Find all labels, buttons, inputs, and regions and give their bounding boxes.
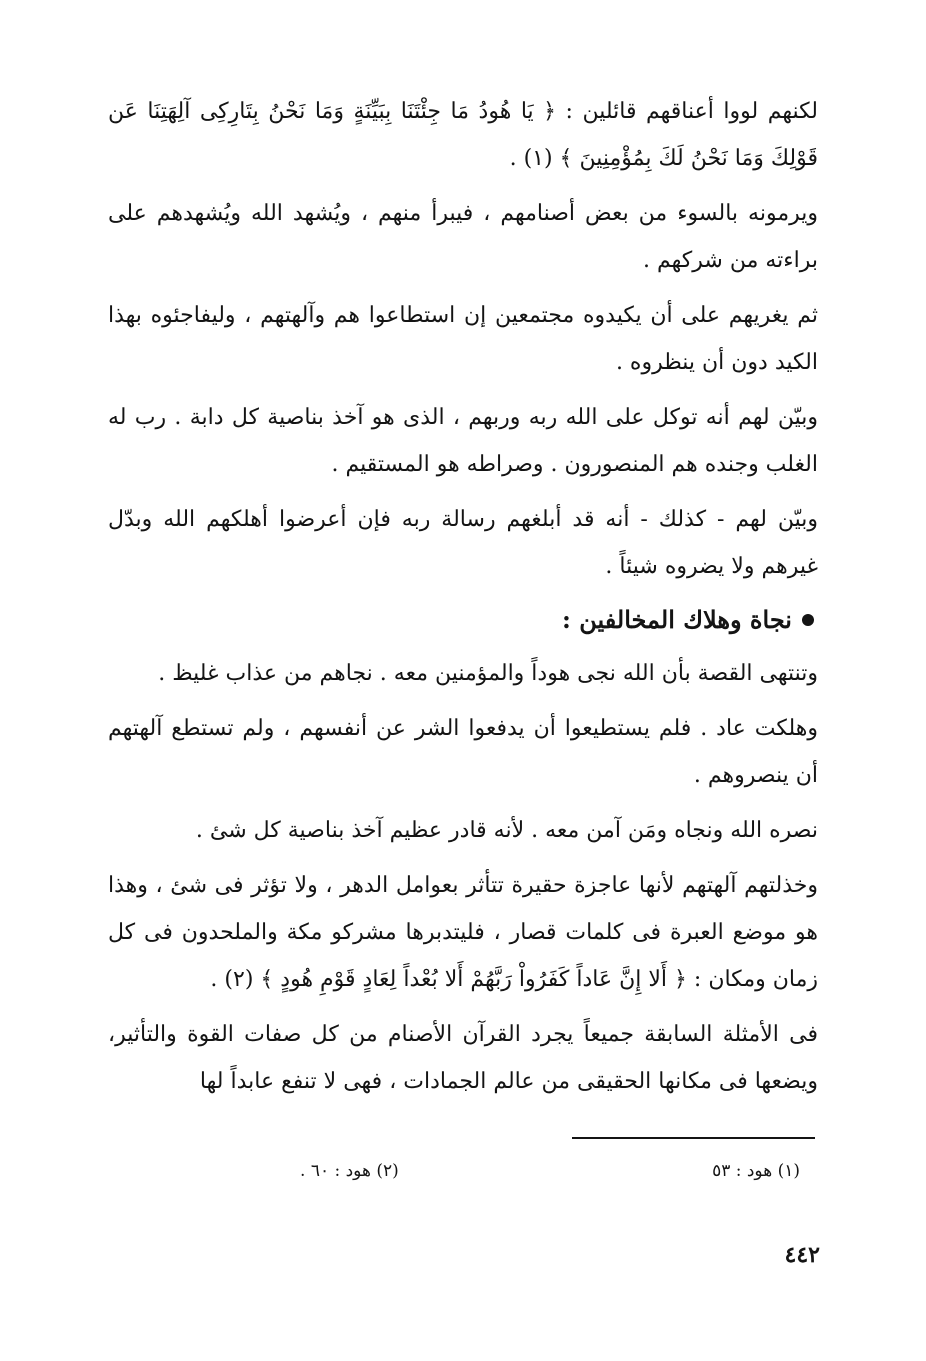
paragraph-5: وبيّن لهم - كذلك - أنه قد أبلغهم رسالة ربه فإن أعرضوا أهلكهم الله وبدّل غيرهم ولا يضروه شيئاً . <box>108 507 818 579</box>
section-heading-text: نجاة وهلاك المخالفين : <box>562 605 792 634</box>
footnote-1: (١) هود : ٥٣ <box>712 1161 800 1181</box>
main-text <box>108 88 818 1113</box>
footnotes <box>300 1158 800 1184</box>
section-heading <box>108 598 818 642</box>
paragraph-2: ويرمونه بالسوء من بعض أصنامهم ، فيبرأ منهم ، ويُشهد الله ويُشهدهم على براءته من شركهم . <box>108 201 818 273</box>
paragraph-8: نصره الله ونجاه ومَن آمن معه . لأنه قادر عظيم آخذ بناصية كل شئ . <box>195 818 818 843</box>
paragraph-4: وبيّن لهم أنه توكل على الله ربه وربهم ، الذى هو آخذ بناصية كل دابة . رب له الغلب وجنده هم المنصورون . وصراطه هو المستقيم . <box>108 405 818 477</box>
paragraph-3: ثم يغريهم على أن يكيدوه مجتمعين إن استطاعوا هم وآلهتهم ، وليفاجئوه بهذا الكيد دون أن ينظروه . <box>108 303 818 375</box>
bullet-icon <box>802 614 814 626</box>
paragraph-1: لكنهم لووا أعناقهم قائلين : ﴿ يَا هُودُ مَا جِئْتَنَا بِبَيِّنَةٍ وَمَا نَحْنُ بِتَارِكِى آلِهَتِنَا عَن قَوْلِكَ وَمَا نَحْنُ لَكَ بِمُؤْمِنِينَ ﴾ (١) . <box>108 99 818 171</box>
paragraph-9: وخذلتهم آلهتهم لأنها عاجزة حقيرة تتأثر بعوامل الدهر ، ولا تؤثر فى شئ ، وهذا هو موضع العبرة فى كلمات قصار ، فليتدبرها مشركو مكة والملحدون فى كل زمان ومكان : ﴿ أَلا إِنَّ عَاداً كَفَرُواْ رَبَّهُمْ أَلا بُعْداً لِعَادٍ قَوْمِ هُودٍ ﴾ (٢) . <box>108 873 818 992</box>
page-number: ٤٤٢ <box>784 1242 820 1268</box>
paragraph-6: وتنتهى القصة بأن الله نجى هوداً والمؤمنين معه . نجاهم من عذاب غليظ . <box>158 661 818 686</box>
paragraph-7: وهلكت عاد . فلم يستطيعوا أن يدفعوا الشر عن أنفسهم ، ولم تستطع آلهتهم أن ينصروهم . <box>108 716 818 788</box>
footnote-divider <box>572 1137 815 1139</box>
footnote-2: (٢) هود : ٦٠ . <box>300 1161 399 1181</box>
paragraph-10: فى الأمثلة السابقة جميعاً يجرد القرآن الأصنام من كل صفات القوة والتأثير، ويضعها فى مكانها الحقيقى من عالم الجمادات ، فهى لا تنفع عابداً لها <box>108 1022 818 1094</box>
